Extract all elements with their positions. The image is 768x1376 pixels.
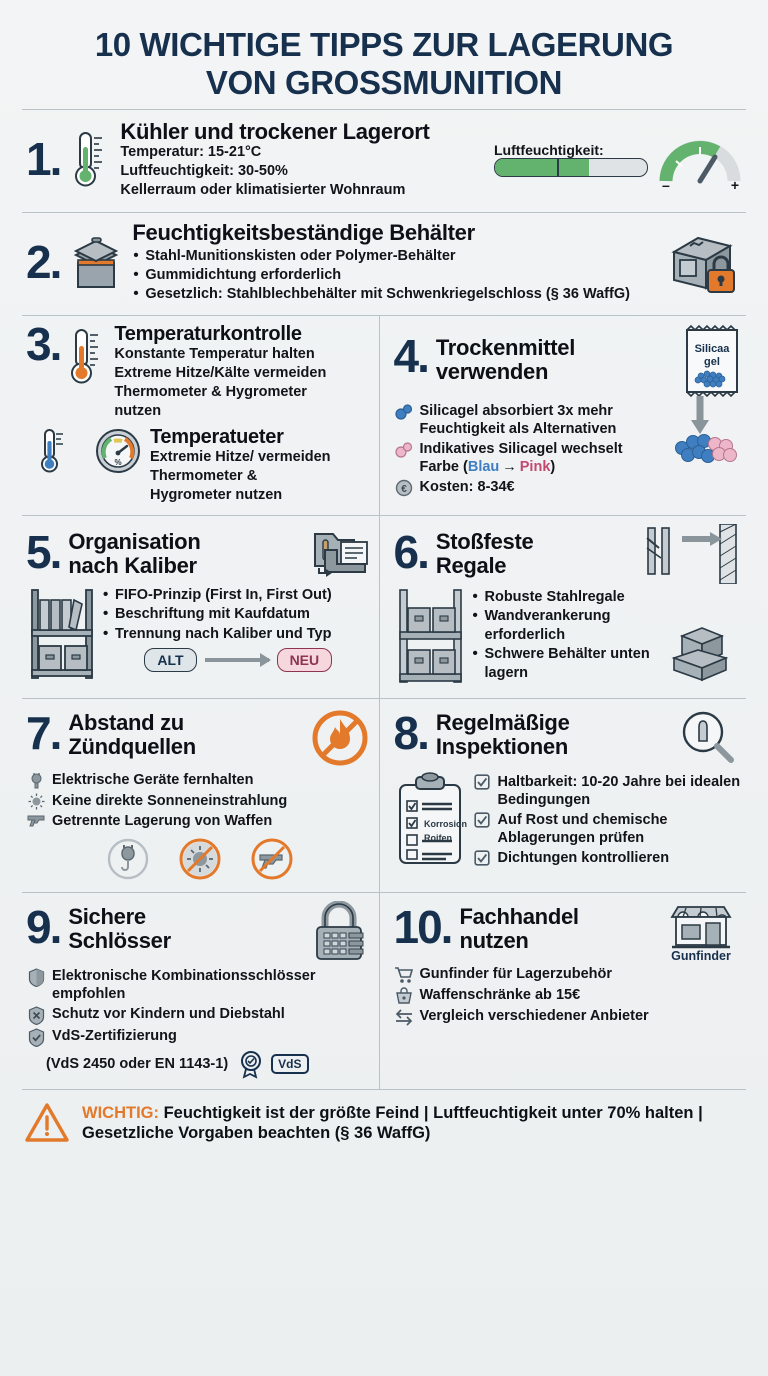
list-item [394,440,665,476]
section-10-title-line-2: nutzen [459,927,529,953]
section-8-title-line-1: Regelmäßige [435,709,570,735]
list-item [394,965,743,984]
ammo-box-icon [68,233,124,293]
section-4-number: 4. [393,329,428,382]
bullet: • Beschriftung mit Kaufdatum [102,605,375,623]
section-1 [22,109,746,212]
certificate-rosette-icon [236,1049,266,1079]
list-item [26,792,375,810]
badge-old: ALT [144,648,196,672]
arrow-glyph: → [502,459,517,476]
list-item [26,1027,375,1047]
title-line-1: 10 WICHTIGE TIPPS ZUR LAGERUNG [94,26,674,63]
no-sun-icon [177,836,223,882]
wall-anchor-icon [634,524,742,584]
no-plug-icon [105,836,151,882]
list-item-label: Auf Rost und chemische Ablagerungen prüfen [497,812,668,847]
list-item [472,811,743,847]
section-10-title-line-1: Fachhandel [459,904,579,930]
bullet: • Gummidichtung erforderlich [132,266,656,284]
section-10 [380,893,747,1089]
color-from-label: Blau [467,459,500,476]
cart-icon [394,965,414,984]
section-4-title-line-2: verwenden [435,358,549,384]
shield-x-icon [26,1005,46,1025]
section-3-subtitle: Temperatueter [150,425,284,448]
humidity-bar-icon [494,158,648,177]
checkbox-checked-icon [472,811,492,828]
footer-body: Feuchtigkeit ist der größte Feind | Luftfeuchtigkeit unter 70% halten | Gesetzliche Vorgaben beachten (§ 36 WaffG) [82,1103,703,1143]
section-7 [22,699,380,892]
section-9-items [26,967,375,1047]
clipboard-label-roifen: Roifen [423,832,452,843]
bullet: • Schwere Behälter unten lagern [472,645,669,682]
section-1-title: Kühler und trockener Lagerort [120,118,430,144]
silica-packet-icon [682,324,742,398]
section-8-items [472,773,743,870]
list-item-label: Getrennte Lagerung von Waffen [52,813,273,829]
shelf-boxes-icon [394,586,468,688]
section-1-line-3: Kellerraum oder klimatisierter Wohnraum [120,181,406,198]
compare-icon [394,1007,414,1026]
section-3-line-3: Thermometer & Hygrometer [114,384,307,401]
list-item [26,812,375,830]
section-7-title-line-2: Zündquellen [68,733,196,759]
arrow-right-icon [205,658,269,662]
euro-coin-icon [394,478,414,497]
sun-icon [26,792,46,810]
combination-padlock-icon [309,901,369,965]
bullet: • Stahl-Munitionskisten oder Polymer-Behälter [132,247,656,265]
no-fire-icon [309,707,371,769]
indicative-text-post: ) [550,459,556,476]
section-1-line-2: Luftfeuchtigkeit: 30-50% [120,163,288,180]
list-item-label: VdS-Zertifizierung [52,1028,177,1045]
list-item [394,402,665,438]
gauge-minus-label: – [662,176,670,193]
clipboard-icon [394,771,470,867]
section-6-title-line-1: Stoßfeste [435,528,534,554]
beads-cluster-icon [664,394,742,500]
shelf-binders-icon [26,584,100,684]
section-4 [380,316,747,515]
bullet: • FIFO-Prinzip (First In, First Out) [102,586,375,604]
bullet: • Robuste Stahlregale [472,588,669,606]
bullet: • Trennung nach Kaliber und Typ [102,625,375,643]
section-1-line-1: Temperatur: 15-21°C [120,144,262,161]
list-item-label: Kosten: 8-34€ [419,479,515,496]
title-line-2: VON GROSSMUNITION [205,64,563,102]
list-item-label: Schutz vor Kindern und Diebstahl [52,1006,285,1023]
page-title [0,0,768,109]
checkbox-checked-icon [472,773,492,790]
plug-icon [26,771,46,790]
shield-icon [26,967,46,987]
indicative-text-pre: Indikatives Silicagel wechselt Farbe ( [419,441,623,476]
footer-warning [22,1089,746,1154]
section-5-title-line-2: nach Kaliber [68,552,197,578]
section-5-6 [22,515,746,698]
section-2 [22,212,746,315]
thermometer-blue-icon [38,427,72,475]
list-item-label: Keine direkte Sonneneinstrahlung [52,792,288,809]
pink-beads-icon [394,440,414,459]
section-3-number: 3. [26,317,61,370]
list-item-label: Dichtungen kontrollieren [497,850,670,867]
list-item-label: Vergleich verschiedener Anbieter [419,1008,649,1025]
section-5-number: 5. [26,525,61,578]
section-8-title-line-2: Inspektionen [435,733,568,759]
stacked-boxes-icon [668,622,742,684]
list-item-label: Silicagel absorbiert 3x mehr Feuchtigkeit als Alternativen [419,402,617,437]
svg-text:€: € [400,484,407,496]
locked-ammo-case-icon [664,226,746,300]
list-item-label: Gunfinder für Lagerzubehör [419,966,613,983]
list-item-label: Elektrische Geräte fernhalten [52,771,254,788]
section-6-number: 6. [393,525,428,578]
section-3-title: Temperaturkontrolle [114,322,302,345]
list-item [26,1005,375,1025]
section-3 [22,316,380,515]
list-item [394,478,665,497]
section-7-items [26,771,375,830]
packet-line-1: Silicaa [694,342,730,355]
section-9-number: 9. [26,901,61,954]
list-item-label: Waffenschränke ab 15€ [419,987,581,1004]
section-5-title-line-1: Organisation [68,528,201,554]
humidity-gauge-icon [658,133,742,193]
section-6-bullets [472,588,669,682]
storefront-icon [664,901,738,951]
svg-text:%: % [114,457,122,467]
list-item [472,849,743,867]
clipboard-label-korrosion: Korrosion [423,818,467,829]
section-2-title: Feuchtigkeitsbeständige Behälter [132,219,475,245]
list-item [394,1007,743,1026]
section-2-number: 2. [26,236,61,289]
magnifier-bullet-icon [676,707,738,769]
list-item-label: Haltbarkeit: 10-20 Jahre bei idealen Bedingungen [497,773,741,808]
section-7-title-line-1: Abstand zu [68,709,184,735]
cert-line: (VdS 2450 oder EN 1143-1) [46,1056,229,1073]
section-10-items [394,965,743,1026]
section-3-line-2: Extreme Hitze/Kälte vermeiden [114,365,327,382]
thermometer-green-icon [70,129,110,191]
bullet: • Gesetzlich: Stahlblechbehälter mit Schwenkriegelschloss (§ 36 WaffG) [132,285,656,303]
footer-text [82,1103,744,1145]
vds-badge-group [236,1049,308,1079]
list-item [472,773,743,809]
color-to-label: Pink [519,459,551,476]
list-item [394,986,743,1005]
section-4-title-line-1: Trockenmittel [435,334,576,360]
shield-check-icon [26,1027,46,1047]
section-2-bullets [132,247,656,304]
list-item [26,771,375,790]
section-5-bullets [102,586,375,643]
section-1-number: 1. [26,132,61,185]
blue-beads-icon [394,402,414,421]
bullet: • Wandverankerung erforderlich [472,607,669,644]
section-7-8 [22,698,746,892]
basket-icon [394,986,414,1005]
footer-keyword: WICHTIG: [82,1103,159,1122]
humidity-label: Luftfeuchtigkeit: [494,142,604,159]
hygrometer-dial-icon [94,427,142,475]
section-6-title-line-2: Regale [435,552,507,578]
section-8-number: 8. [393,706,428,759]
no-gun-icon [249,836,295,882]
gauge-plus-label: + [730,176,739,193]
badge-new: NEU [277,648,333,672]
section-3-subline-1: Extremie Hitze/ vermeiden [150,449,331,466]
section-9-10 [22,892,746,1089]
store-label: Gunfinder [671,949,731,964]
section-3-subline-2: Thermometer & [150,468,258,485]
section-5 [22,516,380,698]
list-item [26,967,375,1003]
list-item-label: Elektronische Kombinationsschlösser empfohlen [52,968,316,1003]
checkbox-checked-icon [472,849,492,866]
section-9-title-line-1: Sichere [68,904,146,930]
section-3-line-1: Konstante Temperatur halten [114,346,315,363]
section-7-number: 7. [26,706,61,759]
section-9-title-line-2: Schlösser [68,927,171,953]
gun-icon [26,812,46,828]
folder-bullet-icon [311,524,375,582]
section-9 [22,893,380,1089]
section-3-line-4: nutzen [114,402,162,419]
section-8 [380,699,747,892]
vds-label: VdS [271,1054,308,1074]
packet-line-2: gel [704,355,720,368]
list-item-label [420,440,665,476]
section-6 [380,516,747,698]
section-10-number: 10. [393,901,452,954]
section-3-4 [22,315,746,515]
section-4-items [394,402,665,500]
section-3-subline-3: Hygrometer nutzen [150,487,283,504]
thermometer-orange-icon [68,326,106,388]
warning-triangle-icon [24,1102,70,1144]
